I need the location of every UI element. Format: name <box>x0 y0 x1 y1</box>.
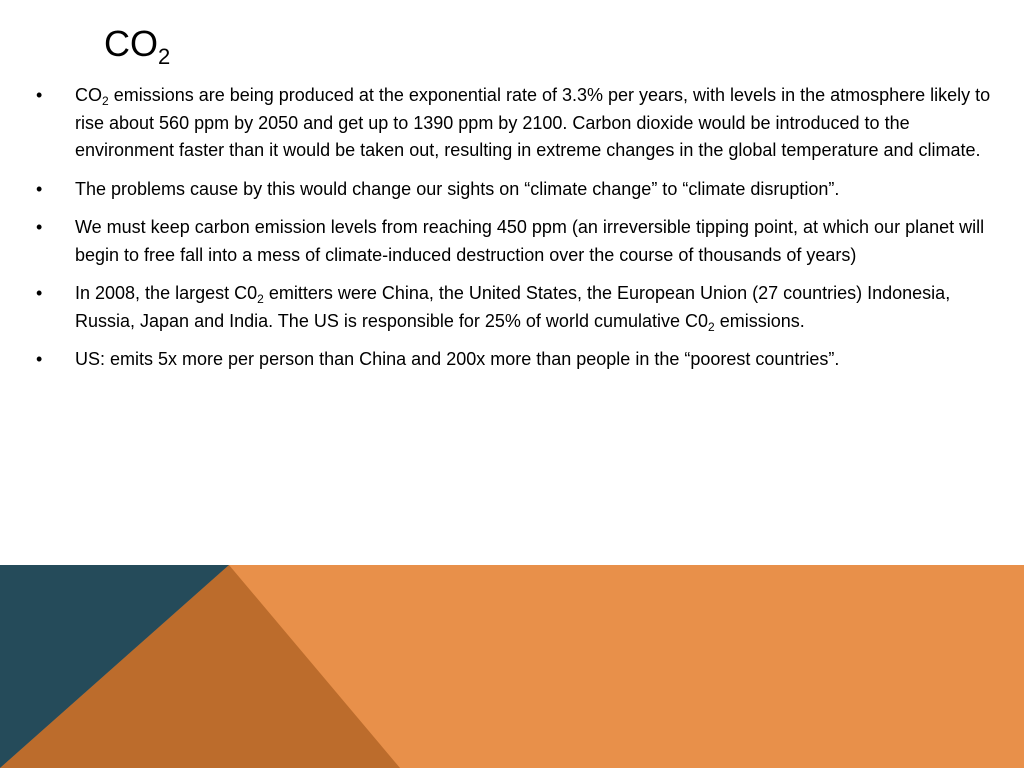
bullet-dot-icon: • <box>36 217 43 237</box>
bullet-text: In 2008, the largest C0 <box>75 283 258 303</box>
bullet-dot-icon: • <box>36 283 43 303</box>
bullet-subscript: 2 <box>708 319 715 334</box>
bullet-text: emissions are being produced at the exponential rate of 3.3% per years, with levels in the atmosphere likely to rise about 560 ppm by 2050 and get up to 1390 ppm by 2100. Carbon dioxide would be introduced to the environment faster than it would be taken out, resulting in extreme changes in the global temperature and climate. <box>75 85 991 160</box>
bullet-subscript: 2 <box>102 94 109 108</box>
bullet-text: The problems cause by this would change our sights on “climate change” to “climate disruption”. <box>75 178 840 199</box>
bullet-list <box>32 82 1007 385</box>
bullet-text: emitters were China, the United States, the European Union (27 countries) Indonesia, Russia, Japan and India. The US is responsible for 25% of world cumulative C0 <box>75 283 951 331</box>
bullet-dot-icon: • <box>36 349 43 369</box>
bullet-item-co2-emissions <box>32 82 1007 165</box>
slide-title <box>104 22 171 69</box>
bullet-item-450-ppm <box>32 214 1007 269</box>
bullet-item-us-per-person <box>32 346 1007 374</box>
footer-decoration <box>0 565 1024 768</box>
bullet-text: We must keep carbon emission levels from reaching 450 ppm (an irreversible tipping point, at which our planet will begin to free fall into a mess of climate-induced destruction over the course of thousands of years) <box>75 217 985 265</box>
slide-title-text: CO <box>104 23 158 64</box>
bullet-item-largest-emitters <box>32 280 1007 335</box>
bullet-subscript: 2 <box>257 292 264 306</box>
bullet-item-climate-disruption <box>32 176 1007 204</box>
bullet-text: US: emits 5x more per person than China and 200x more than people in the “poorest countries”. <box>75 349 840 369</box>
bullet-dot-icon: • <box>36 85 43 105</box>
bullet-text: emissions. <box>714 310 805 331</box>
slide-title-subscript: 2 <box>158 44 171 69</box>
bullet-dot-icon: • <box>36 178 43 199</box>
bullet-text: CO <box>75 85 102 105</box>
